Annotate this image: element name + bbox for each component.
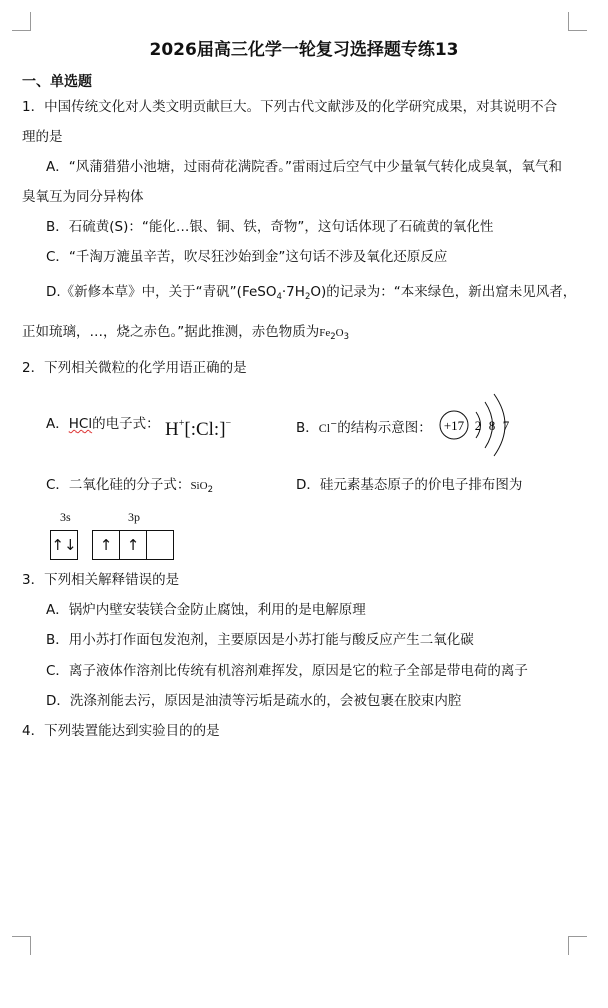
shell-electrons-2: 8: [488, 418, 496, 433]
q1-d-fe: Fe: [319, 327, 331, 339]
crop-mark-bottom-right: [568, 936, 587, 955]
orbital-3s-cell: ↑↓: [51, 536, 77, 554]
q2-a-text: 的电子式：: [92, 416, 160, 432]
orbital-3p-box: [92, 530, 174, 560]
q1-d-line2-text: 正如琉璃，…，烧之赤色。”据此推测，赤色物质为: [22, 324, 320, 340]
q3-option-a: A．锅炉内壁安装镁合金防止腐蚀，利用的是电解原理: [46, 602, 366, 618]
q2-option-b: [296, 414, 432, 438]
crop-mark-top-left: [12, 12, 31, 31]
q2-a-hcl: HCl: [68, 416, 93, 432]
q3-stem: 3．下列相关解释错误的是: [22, 572, 180, 588]
orbital-3p-cell-1: ↑: [93, 531, 120, 559]
q1-option-a-line1: A．“风蒲猎猎小池塘，过雨荷花满院香。”雷雨过后空气中少量氧气转化成臭氧，氧气和: [46, 159, 562, 175]
q2-a-cl-bracket: [:Cl:]: [184, 419, 226, 440]
q4-stem: 4．下列装置能达到实验目的的是: [22, 723, 220, 739]
q1-d-fe-sub: 2: [330, 332, 336, 342]
crop-mark-top-right: [568, 12, 587, 31]
q2-a-electron-formula: [165, 411, 231, 443]
q1-d-o: O: [335, 327, 344, 339]
q1-stem-line1: 1．中国传统文化对人类文明贡献巨大。下列古代文献涉及的化学研究成果，对其说明不合: [22, 99, 558, 115]
q1-d-o-sub: 3: [343, 332, 350, 342]
q2-option-c: [46, 475, 213, 500]
crop-mark-bottom-left: [12, 936, 31, 955]
q1-d-prefix: D.《新修本草》中，关于“青矾”(FeSO: [46, 284, 277, 300]
q2-a-label: A．: [46, 416, 69, 432]
q2-a-minus: −: [225, 418, 232, 429]
q1-d-dot7h: ·7H: [281, 284, 305, 300]
q2-b-atom-structure-diagram: [432, 386, 522, 466]
q2-b-label: B．: [296, 420, 319, 436]
page-title: 2026届高三化学一轮复习选择题专练13: [149, 40, 459, 60]
q2-option-d: D．硅元素基态原子的价电子排布图为: [296, 477, 523, 493]
orbital-3p-cell-3: [147, 531, 173, 559]
q2-b-sup: −: [330, 419, 338, 429]
q3-option-d: D．洗涤剂能去污，原因是油渍等污垢是疏水的，会被包裹在胶束内腔: [46, 693, 462, 709]
q1-option-a-line2: 臭氧互为同分异构体: [22, 189, 144, 205]
q1-option-c: C．“千淘万漉虽辛苦，吹尽狂沙始到金”这句话不涉及氧化还原反应: [46, 249, 448, 265]
q2-b-cl: Cl: [318, 421, 331, 435]
q1-d-sub4: 4: [276, 292, 282, 302]
q1-d-sub2: 2: [304, 292, 311, 302]
q2-c-text: C．二氧化硅的分子式：: [46, 477, 191, 493]
q2-b-text: 的结构示意图：: [337, 420, 432, 436]
q1-stem-line2: 理的是: [22, 129, 63, 145]
nucleus-charge: +17: [443, 418, 465, 433]
orbital-3p-cell-2: ↑: [120, 531, 147, 559]
q1-option-d-line2: [22, 322, 349, 347]
shell-electrons-1: 2: [474, 418, 482, 433]
section-heading: 一、单选题: [22, 74, 92, 90]
q2-option-a: [46, 414, 160, 434]
orbital-3s-label: 3s: [60, 510, 71, 524]
orbital-3s-box: [50, 530, 78, 560]
q2-c-formula: SiO: [190, 480, 208, 492]
q2-c-sub: 2: [207, 485, 213, 495]
q3-option-c: C．离子液体作溶剂比传统有机溶剂难挥发，原因是它的粒子全部是带电荷的离子: [46, 663, 528, 679]
q2-a-h: H: [165, 419, 179, 440]
q2-stem: 2．下列相关微粒的化学用语正确的是: [22, 360, 247, 376]
q1-option-b: B．石硫黄(S)：“能化…银、铜、铁，奇物”，这句话体现了石硫黄的氧化性: [46, 219, 494, 235]
orbital-3p-label: 3p: [128, 510, 140, 524]
q3-option-b: B．用小苏打作面包发泡剂，主要原因是小苏打能与酸反应产生二氧化碳: [46, 632, 474, 648]
q2-a-plus: +: [178, 418, 185, 429]
shell-electrons-3: 7: [502, 418, 510, 433]
q1-option-d-line1: [46, 282, 576, 307]
q1-d-suffix: O)的记录为：“本来绿色，新出窟未见风者，: [310, 284, 577, 300]
